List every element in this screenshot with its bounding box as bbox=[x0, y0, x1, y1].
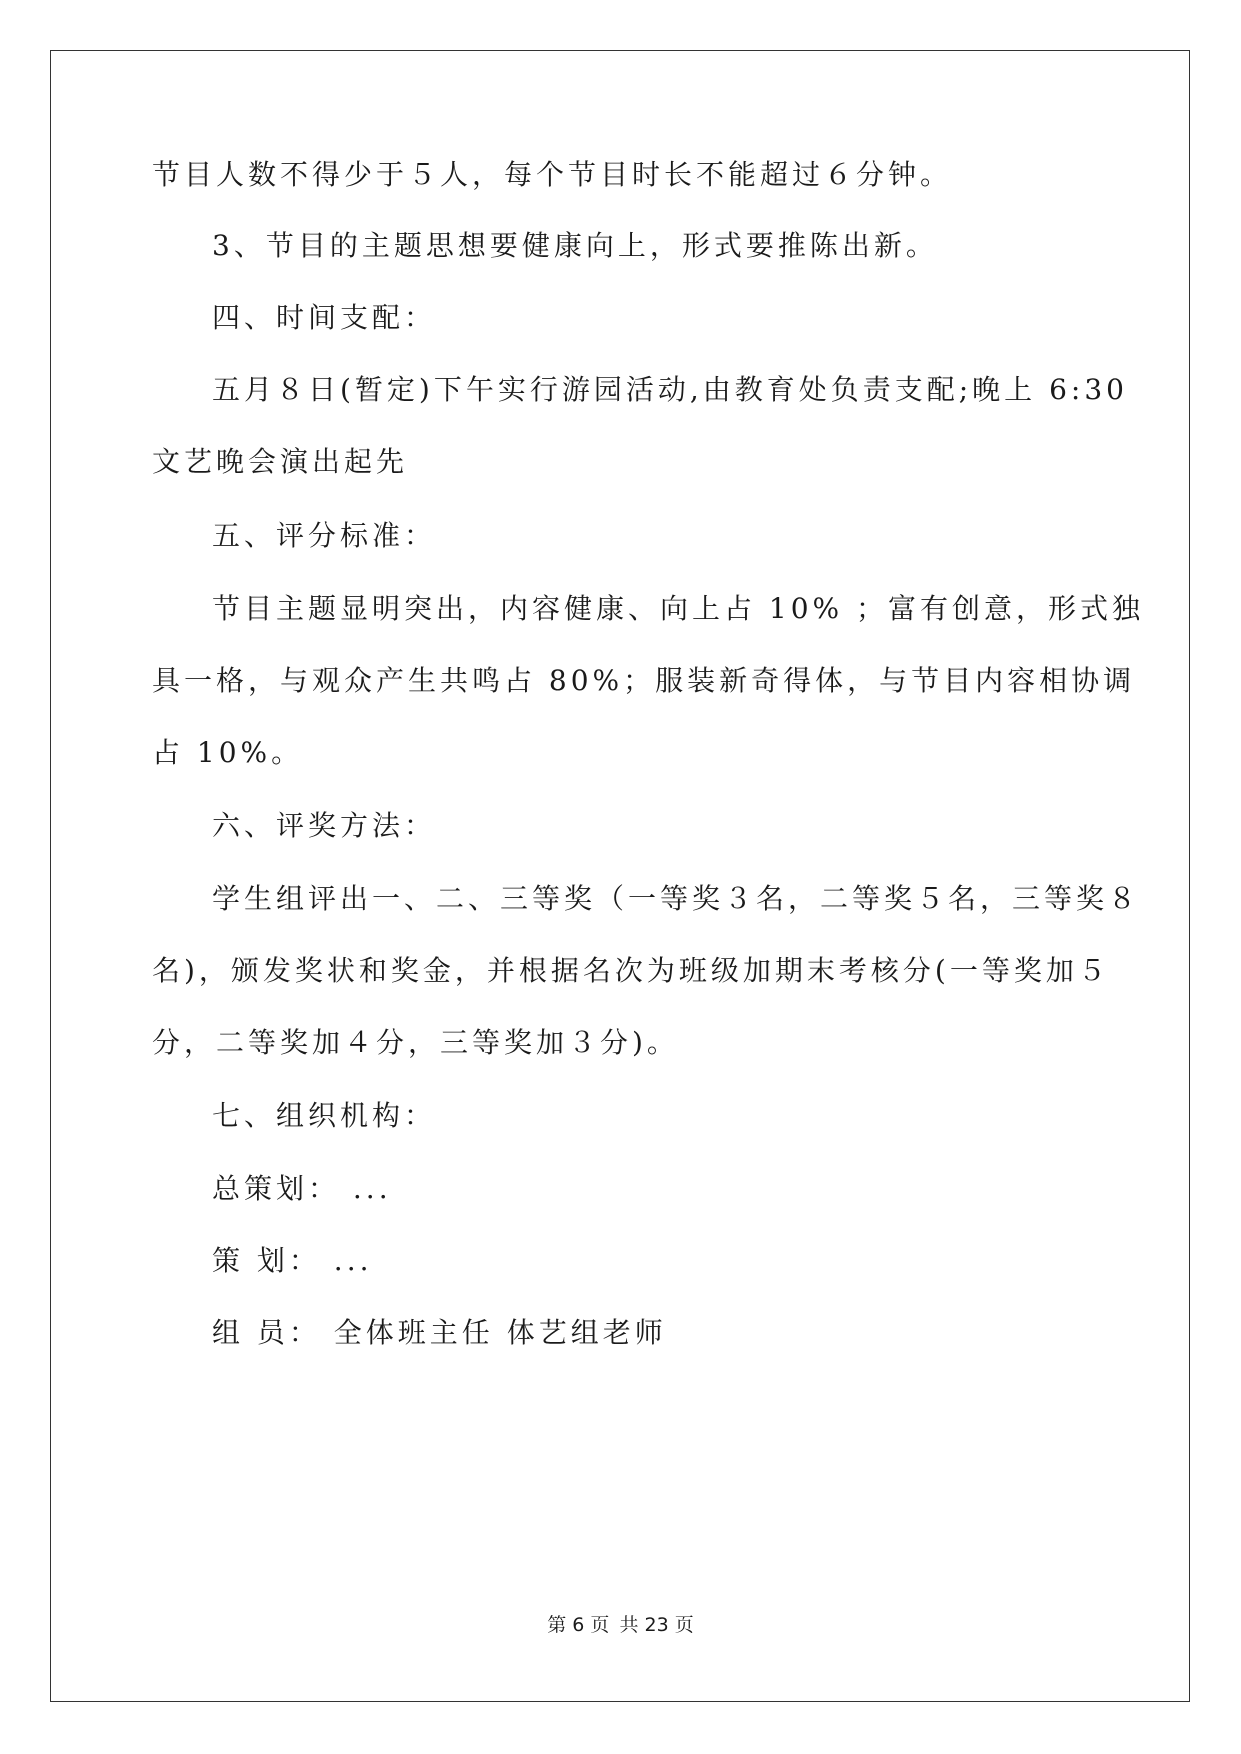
page-footer bbox=[0, 1612, 1241, 1638]
body-line-1: 节目人数不得少于５人，每个节目时长不能超过６分钟。 bbox=[152, 158, 953, 191]
body-line-members: 组 员： 全体班主任 体艺组老师 bbox=[212, 1316, 667, 1349]
page-total: 共 23 页 bbox=[619, 1614, 694, 1636]
body-line-chief-planner: 总策划： ... bbox=[212, 1172, 392, 1205]
page-number: 第 6 页 bbox=[547, 1614, 610, 1636]
section-heading-time: 四、时间支配： bbox=[212, 301, 437, 334]
body-line-2: 3、节目的主题思想要健康向上，形式要推陈出新。 bbox=[212, 229, 938, 262]
body-line-7: 节目主题显明突出，内容健康、向上占 10% ；富有创意，形式独 bbox=[212, 592, 1145, 625]
body-line-9: 占 10%。 bbox=[152, 736, 304, 769]
body-line-12: 名)，颁发奖状和奖金，并根据名次为班级加期末考核分(一等奖加５ bbox=[152, 954, 1110, 987]
section-heading-awards: 六、评奖方法： bbox=[212, 809, 437, 842]
body-line-8: 具一格，与观众产生共鸣占 80%；服装新奇得体，与节目内容相协调 bbox=[152, 664, 1136, 697]
section-heading-scoring: 五、评分标准： bbox=[212, 519, 437, 552]
body-line-planner: 策 划： ... bbox=[212, 1244, 373, 1277]
body-line-5: 文艺晚会演出起先 bbox=[152, 445, 409, 478]
body-line-13: 分，二等奖加４分，三等奖加３分)。 bbox=[152, 1026, 679, 1059]
body-line-11: 学生组评出一、二、三等奖（一等奖３名，二等奖５名，三等奖８ bbox=[212, 882, 1141, 915]
section-heading-organization: 七、组织机构： bbox=[212, 1099, 437, 1132]
body-line-4: 五月８日(暂定)下午实行游园活动,由教育处负责支配;晚上 6:30 bbox=[212, 373, 1128, 406]
